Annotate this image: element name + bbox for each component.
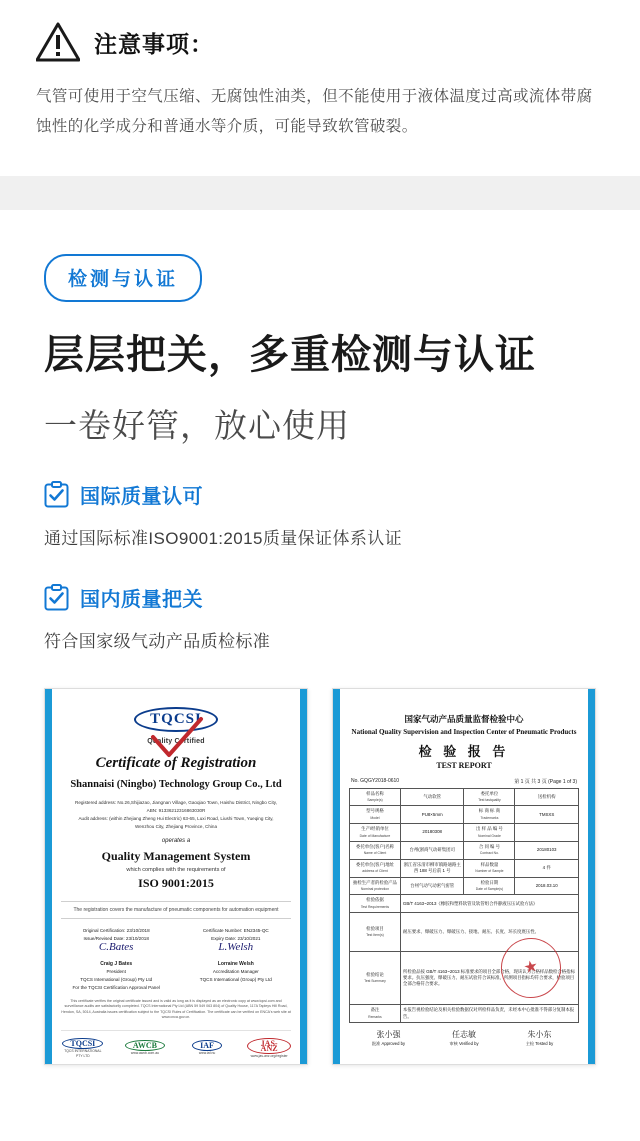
cell-label [350, 824, 401, 842]
signature-approved [353, 1029, 424, 1047]
cell-value: 20180103 [515, 842, 579, 860]
certificate-card-iso[interactable] [44, 688, 308, 1065]
cell-value: 耐压要求、爆破压力、爆破压力、接地、耐压、长度、环长度底压性、 [400, 913, 578, 952]
cell-value: 2018.03.10 [515, 877, 579, 895]
label-en: Date of Sample(s) [475, 887, 504, 892]
cell-label [464, 824, 515, 842]
badge-caption: www.awcb.com.au [130, 1051, 159, 1056]
signature-block [61, 927, 171, 992]
signature-name: Lorraine Welsh [217, 960, 254, 967]
quality-certified-label: Quality Certified [147, 737, 205, 745]
cell-value: 本报告视检验结论及相关检验数据仅对所检样品负责，未经本中心批准不得部分复制本报告。 [400, 1005, 578, 1023]
feature-domestic [44, 583, 596, 652]
cell-label [350, 895, 401, 913]
label-en: Number of Sample [475, 869, 504, 874]
section-divider-band [0, 176, 640, 210]
label-en: Date of Manufacture [359, 833, 391, 838]
report-org-en: National Quality Supervision and Inspection Center of Pneumatic Products [351, 727, 577, 736]
cell-value: 浙江省乐清市柳市镇路通路主西 188 号后前 1 号 [400, 859, 464, 877]
label-en: Trademarks [480, 815, 499, 820]
certificate-card-test-report[interactable] [332, 688, 596, 1065]
report-signature-row [349, 1029, 579, 1047]
cell-value: 台州(浙商气动研集团司 [400, 842, 464, 860]
cell-label [350, 913, 401, 952]
badge-caption: www.iaf.nu [198, 1051, 216, 1056]
cell-label [350, 952, 401, 1005]
accreditation-badges [61, 1030, 291, 1059]
checkmark-icon [143, 715, 209, 761]
table-row [350, 842, 579, 860]
certificate-report-content [333, 689, 595, 1064]
signature-label-cn: 审核 [449, 1041, 458, 1047]
signature-line: Expiry Date: 23/10/2021 [211, 935, 261, 941]
cell-label [350, 842, 401, 860]
label-cn: 检验依据 [366, 897, 384, 903]
report-page: 第 1 页 共 3 页 (Page 1 of 3) [514, 778, 577, 785]
cell-label [350, 806, 401, 824]
tqcsi-logo [61, 707, 291, 745]
notice-header [36, 22, 604, 62]
warning-triangle-icon [36, 22, 80, 62]
page-subtitle: 一卷好管，放心使用 [44, 406, 350, 444]
signature-verified [428, 1029, 499, 1047]
certificate-qms: Quality Management System [101, 848, 251, 863]
cell-value: 台州气动气动密气密管 [400, 877, 464, 895]
handwritten-signature: 张小强 [376, 1030, 401, 1040]
signature-org: TQCS International (Group) Pty Ltd [199, 976, 272, 982]
cell-label [350, 877, 401, 895]
label-en: Model [370, 815, 380, 820]
cell-value: 4 件 [515, 859, 579, 877]
label-cn: 样品名称 [366, 790, 384, 796]
label-en: Nominal protection [360, 887, 390, 892]
signature-name: Craig J Bates [100, 960, 133, 967]
certificate-scope: The registration covers the manufacture of pneumatic components for automation equipment [61, 901, 291, 919]
badge-mark: AWCB [125, 1040, 165, 1051]
certificate-company: Shannaisi (Ningbo) Technology Group Co., Ltd [70, 778, 282, 790]
label-en: Test Summary [364, 979, 386, 984]
badge-iaf [185, 1040, 229, 1056]
signature-label-cn: 主检 [525, 1041, 535, 1047]
stamp-star: ★ [522, 957, 540, 977]
signature-line: Certificate Number: EN2345-QC [202, 927, 269, 933]
cell-value: 气动软管 [400, 788, 464, 806]
report-title-en: TEST REPORT [436, 760, 492, 770]
certificate-iso-content [45, 689, 307, 1064]
signature-role: President [106, 968, 126, 974]
feature-title: 国际质量认可 [80, 485, 203, 508]
label-cn: 样品数量 [480, 861, 499, 867]
signature-label-en: Approved by [381, 1041, 406, 1047]
report-title-cn: 检 验 报 告 [418, 743, 510, 759]
label-cn: 检验项目 [366, 925, 384, 931]
label-cn: 检验日期 [480, 879, 499, 885]
section-pill-label: 检测与认证 [44, 254, 202, 302]
feature-title: 国内质量把关 [80, 588, 203, 611]
cell-value: 送检机构 [515, 788, 579, 806]
signature-line: Original Certification: 23/10/2018 [82, 927, 150, 933]
label-cn: 型号规格 [366, 808, 384, 814]
cell-label [350, 1005, 401, 1023]
cell-label [464, 806, 515, 824]
label-cn: 委托单位(客户)地址 [355, 861, 394, 867]
badge-caption: TQCS INTERNATIONAL PTY LTD [64, 1048, 102, 1058]
feature-text: 符合国家级气动产品质检标准 [44, 631, 271, 651]
feature-header [44, 583, 596, 612]
certificate-meta [61, 799, 291, 831]
table-row [350, 824, 579, 842]
label-en: Contract No. [479, 851, 499, 856]
certificates-row [44, 688, 596, 1065]
table-row [350, 1005, 579, 1023]
signature-tested [504, 1029, 575, 1047]
signature-label-en: Verified by [459, 1041, 479, 1047]
label-en: Test Requirements [360, 904, 390, 909]
signature-block [181, 927, 291, 992]
table-row [350, 859, 579, 877]
badge-mark: TQCSI [62, 1038, 103, 1049]
label-en: address of Client [362, 869, 388, 874]
label-en: Test tastquality [478, 797, 501, 802]
notice-title: 注意事项： [94, 30, 214, 57]
table-row [350, 806, 579, 824]
handwritten-signature: 朱小东 [527, 1030, 552, 1040]
label-cn: 委托单位(客户)名称 [355, 844, 394, 850]
notice-section [0, 0, 640, 176]
clipboard-check-icon [44, 481, 69, 508]
certification-section [0, 210, 640, 1105]
table-row [350, 788, 579, 806]
cell-label [350, 788, 401, 806]
meta-line: Wenzhou City, Zhejiang Province, China [134, 823, 218, 829]
signature-role: Accreditation Manager [212, 968, 259, 974]
feature-header [44, 480, 596, 509]
label-cn: 标 商 标 商 [478, 808, 501, 814]
label-cn: 出 样 品 编 号 [476, 826, 503, 832]
handwritten-signature: L.Welsh [218, 940, 254, 953]
report-org-cn: 国家气动产品质量监督检验中心 [404, 713, 524, 724]
badge-mark: JAS-ANZ [247, 1038, 291, 1054]
certificate-operates: operates a [161, 837, 191, 844]
feature-text: 通过国际标准ISO9001:2015质量保证体系认证 [44, 528, 403, 548]
cell-label [464, 842, 515, 860]
badge-awcb [123, 1040, 167, 1056]
label-en: Remarks [368, 1014, 382, 1019]
signature-org: TQCS International (Group) Pty Ltd [80, 976, 153, 982]
handwritten-signature: C.Bates [98, 940, 134, 953]
table-row [350, 877, 579, 895]
badge-tqcsi [61, 1038, 105, 1059]
report-number: No. GQGY2018-0610 [351, 777, 400, 784]
notice-body: 气管可使用于空气压缩、无腐蚀性油类，但不能使用于液体温度过高或流体带腐蚀性的化学成分和普通水等介质，可能导致软管破裂。 [36, 88, 593, 135]
clipboard-check-icon [44, 584, 69, 611]
feature-international [44, 480, 596, 549]
certificate-signatures [61, 927, 291, 992]
badge-mark: IAF [192, 1040, 222, 1051]
label-en: Nominal Grade [478, 833, 501, 838]
certificate-title: Certificate of Registration [95, 754, 257, 771]
label-cn: 委托单位 [480, 790, 499, 796]
page-title: 层层把关，多重检测与认证 [44, 333, 536, 377]
label-cn: 备注 [370, 1007, 380, 1013]
badge-jasanz [247, 1038, 291, 1059]
meta-line: Audit address: (within Zhejiang Zheng Hui Electric) 63-65, Luxi Road, Liushi Town, Yueqing City, [78, 815, 274, 821]
label-cn: 检验结论 [366, 971, 384, 977]
label-cn: 生产/经销单位 [361, 826, 389, 832]
signature-label-cn: 批准 [371, 1041, 381, 1047]
label-cn: 抽检生产者的检验产品 [353, 879, 397, 885]
cell-value: 所检验品按 GB/T 4163~2013 标准要求的项目全部合格，现该认为合格样品数检合格指标要求。抗压强度、爆破压力、耐压试验符合该标准，所测项目指标均符合要求，检验项目全部合格符合要求。 [400, 952, 578, 1005]
certificate-fineprint: This certificate verifies the original certificate issued and is valid as long as it is displayed as an electronic copy at www.tqcsi.com and surveillance audits are satisfactorily completed. TQCS International Pty Ltd (ABN 59 549 063 804) of Quality House, 117A Tapleys Hill Road, Hendon, SA, 5014, Australia issues certification subject to the TQCSI Rules of Certification. The certificate can be verified on ENCA's web site at www.cnca.gov.cn. [61, 998, 291, 1020]
label-en: Test Item(s) [366, 933, 384, 938]
cell-label [464, 788, 515, 806]
certificate-standard: ISO 9001:2015 [138, 875, 214, 890]
table-row [350, 895, 579, 913]
label-en: Sample(s) [367, 797, 383, 802]
tqcsi-logo-text: TQCSI [134, 707, 218, 732]
signature-line: Issue/Revised Date: 23/10/2018 [83, 935, 149, 941]
cell-value: 20180308 [400, 824, 464, 842]
meta-line: Registered address: No.26,Shijiazao, Jiangnan Village, Gaoqiao Town, Haishu District, Ningbo City, [75, 799, 277, 805]
label-en: Name of Client [363, 851, 387, 856]
cell-value [515, 824, 579, 842]
label-cn: 合 同 编 号 [478, 844, 501, 850]
cell-label [464, 877, 515, 895]
handwritten-signature: 任志敏 [452, 1030, 476, 1040]
meta-line: ABN: 91336212316863030R [146, 807, 206, 813]
report-subheader [349, 778, 579, 785]
cell-label [464, 859, 515, 877]
cell-label [350, 859, 401, 877]
signature-label-en: Tested by [535, 1041, 554, 1047]
badge-caption: www.jas-anz.org/register [250, 1053, 288, 1058]
certificate-complies: which complies with the requirements of [126, 866, 226, 873]
cell-value: PU8×5mm [400, 806, 464, 824]
cell-value: GB/T 4163~2013《橡胶和塑料软管及软管组合件静液压压试验方法》 [400, 895, 578, 913]
signature-note: For the TQCSI Certification Approval Panel [72, 984, 160, 990]
cell-value: TMSXS [515, 806, 579, 824]
